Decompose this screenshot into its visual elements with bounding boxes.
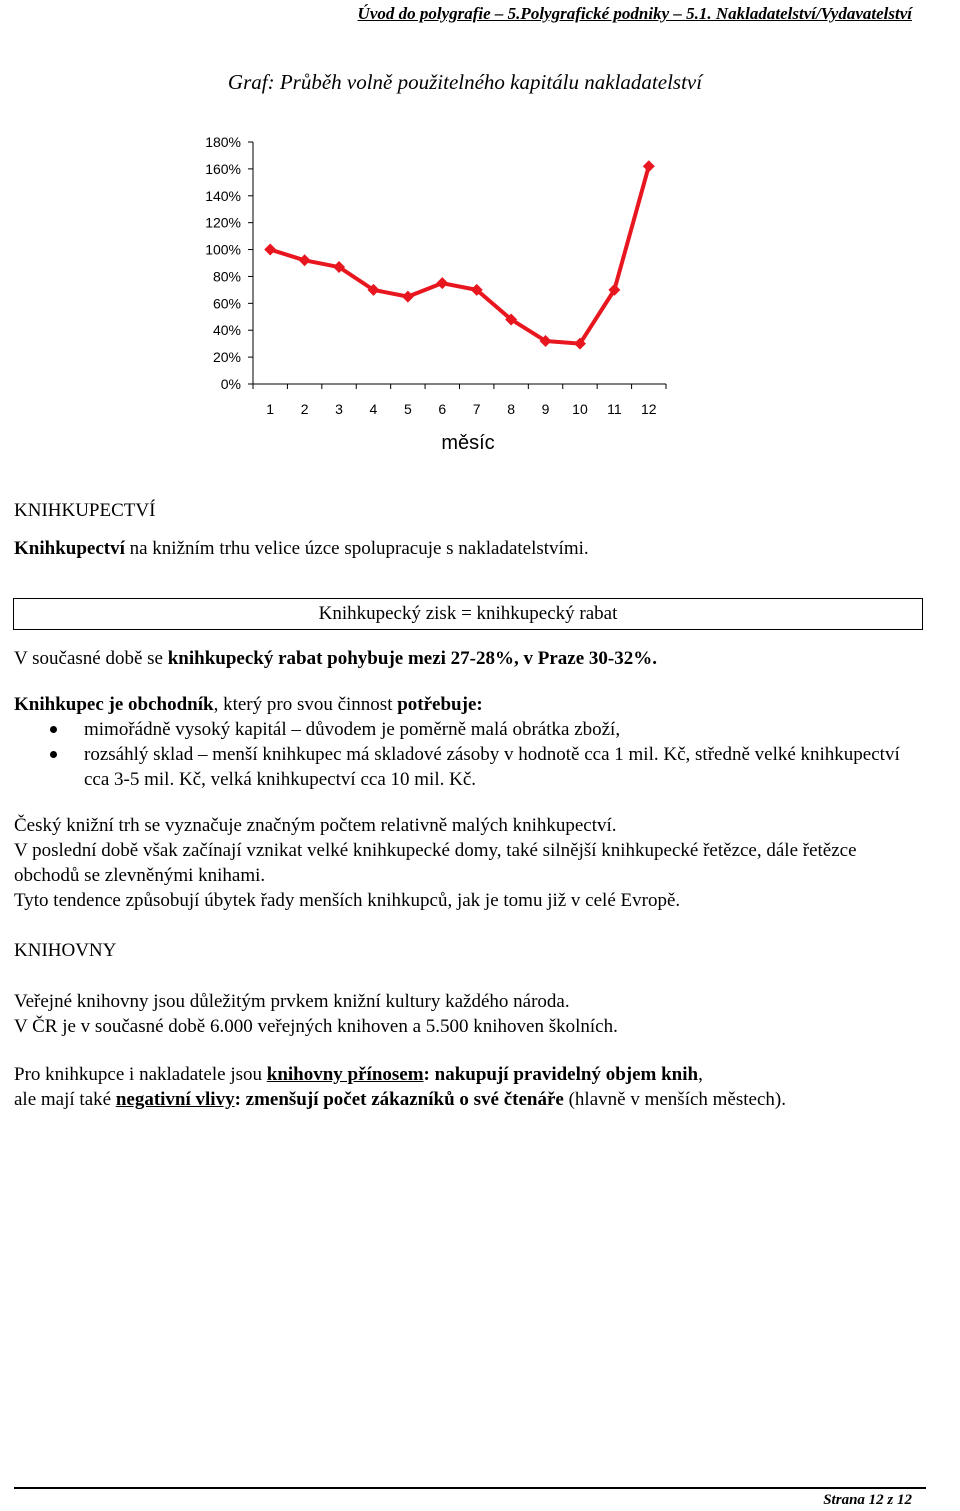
text-run: Pro knihkupce i nakladatele jsou — [14, 1064, 267, 1085]
chart-title: Graf: Průběh volně použitelného kapitálu nakladatelství — [227, 70, 703, 94]
y-tick-label: 100% — [205, 241, 241, 258]
knihovny-line-2: V ČR je v současné době 6.000 veřejných knihoven a 5.500 knihoven školních. — [14, 1016, 618, 1037]
needs-list — [14, 717, 926, 792]
page-number: Strana 12 z 12 — [823, 1492, 912, 1508]
x-tick-label: 10 — [572, 401, 588, 417]
y-tick-label: 180% — [205, 134, 241, 150]
x-axis-title: měsíc — [441, 432, 495, 454]
data-point-marker — [436, 277, 448, 289]
line-chart — [0, 120, 700, 460]
intro-paragraph — [14, 536, 926, 561]
y-tick-label: 160% — [205, 160, 241, 177]
footer-divider — [14, 1487, 926, 1489]
text-run-bold: : zmenšují počet zákazníků o své čtenáře — [234, 1089, 564, 1110]
text-run-underlined: negativní vlivy — [115, 1089, 235, 1110]
y-tick-label: 0% — [220, 376, 241, 392]
list-item: mimořádně vysoký kapitál – důvodem je poměrně malá obrátka zboží, — [14, 717, 926, 742]
text-run-bold: : nakupují pravidelný objem knih — [423, 1064, 699, 1085]
needs-bold-2: potřebuje: — [397, 694, 483, 715]
knihovny-line-1: Veřejné knihovny jsou důležitým prvkem knižní kultury každého národa. — [14, 991, 570, 1012]
running-header: Úvod do polygrafie – 5.Polygrafické podniky – 5.1. Nakladatelství/Vydavatelství — [357, 4, 912, 23]
y-tick-label: 120% — [205, 214, 241, 231]
market-paragraph-1: Český knižní trh se vyznačuje značným počtem relativně malých knihkupectví. — [14, 815, 617, 836]
y-tick-label: 80% — [212, 268, 241, 285]
rabat-prefix: V současné době se — [14, 648, 168, 669]
y-tick-label: 40% — [212, 322, 241, 339]
intro-text: na knižním trhu velice úzce spolupracuje s nakladatelstvími. — [124, 538, 589, 559]
x-tick-label: 9 — [541, 401, 550, 417]
y-tick-label: 20% — [212, 349, 241, 366]
x-tick-label: 2 — [300, 401, 309, 417]
x-tick-label: 4 — [369, 401, 378, 417]
section-heading-knihkupectvi: KNIHKUPECTVÍ — [14, 500, 156, 521]
x-tick-label: 7 — [472, 401, 481, 417]
x-tick-label: 3 — [335, 401, 343, 417]
section-heading-knihovny: KNIHOVNY — [14, 940, 117, 961]
data-point-marker — [643, 160, 655, 172]
text-run-underlined: knihovny přínosem — [266, 1064, 424, 1085]
text-run: ale mají také — [14, 1089, 116, 1110]
data-point-marker — [299, 254, 311, 266]
x-tick-label: 8 — [507, 401, 516, 417]
knihovny-paragraph — [14, 1062, 926, 1112]
rabat-paragraph — [14, 646, 926, 671]
text-run: (hlavně v menších městech). — [563, 1089, 786, 1110]
y-tick-label: 60% — [212, 295, 241, 312]
series-line — [270, 166, 649, 343]
needs-paragraph — [14, 692, 926, 717]
data-point-marker — [402, 291, 414, 303]
market-paragraph-3: Tyto tendence způsobují úbytek řady menších knihkupců, jak je tomu již v celé Evropě. — [14, 890, 681, 911]
needs-bold-1: Knihkupec je obchodník — [14, 694, 214, 715]
y-tick-label: 140% — [205, 187, 241, 204]
x-tick-label: 12 — [641, 401, 657, 417]
text-run: , — [698, 1064, 703, 1085]
list-item: rozsáhlý sklad – menší knihkupec má skladové zásoby v hodnotě cca 1 mil. Kč, středně velké knihkupectví cca 3-5 mil. Kč, velká knihkupectví cca 10 mil. Kč. — [14, 742, 926, 792]
market-paragraph-2: V poslední době však začínají vznikat velké knihkupecké domy, také silnější knihkupecké řetězce, dále řetězce obchodů se zlevněnými knihami. — [14, 840, 857, 886]
needs-mid: , který pro svou činnost — [213, 694, 398, 715]
document-body — [14, 498, 926, 1112]
intro-bold: Knihkupectví — [14, 538, 125, 559]
rabat-bold: knihkupecký rabat pohybuje mezi 27-28%, v Praze 30-32%. — [167, 648, 657, 669]
x-tick-label: 5 — [403, 401, 412, 417]
x-tick-label: 6 — [438, 401, 447, 417]
x-tick-label: 11 — [607, 401, 622, 417]
x-tick-label: 1 — [266, 401, 275, 417]
data-point-marker — [264, 244, 276, 256]
formula-box: Knihkupecký zisk = knihkupecký rabat — [13, 598, 923, 630]
